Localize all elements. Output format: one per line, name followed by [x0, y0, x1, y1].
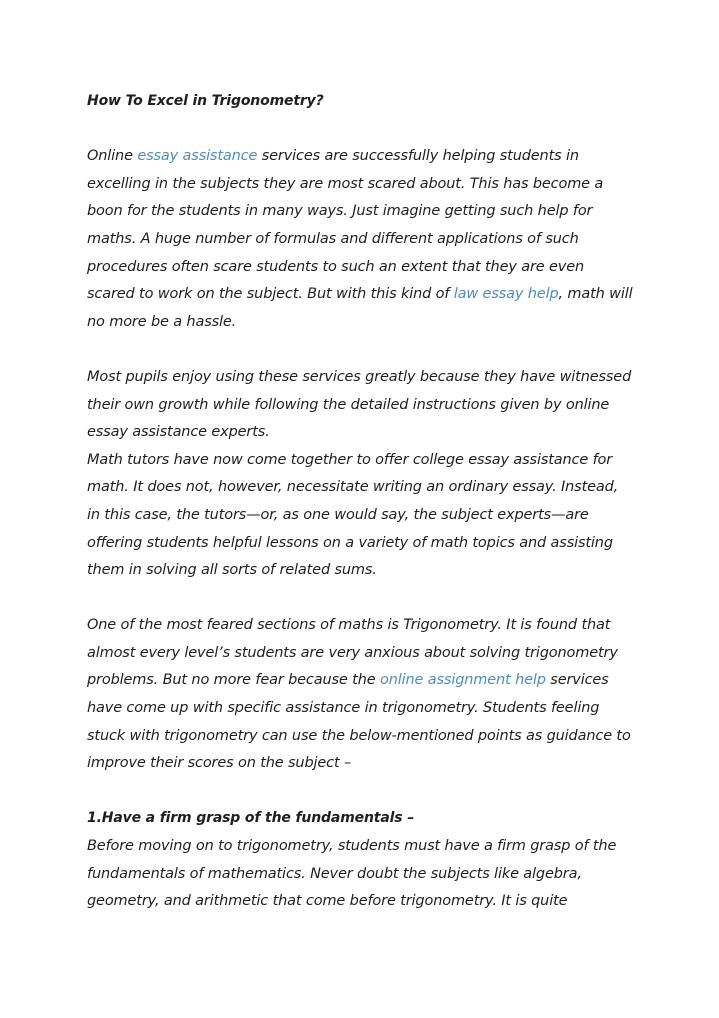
document-page — [87, 88, 635, 916]
online-assignment-help-link[interactable]: online assignment help — [379, 672, 546, 689]
law-essay-help-link[interactable]: law essay help — [453, 286, 559, 303]
paragraph-pupils: Most pupils enjoy using these services greatly because they have witnessed their own growth while following the detailed instructions given by online essay assistance experts. — [87, 368, 632, 441]
paragraph-text: , math will no more be a hassle. — [87, 286, 633, 330]
paragraph-text: services have come up with specific assistance in trigonometry. Students feeling stuck with trigonometry can use the below-mentioned points as guidance to improve their scores on the subject – — [87, 672, 631, 772]
paragraph-intro — [87, 143, 635, 336]
document-title: How To Excel in Trigonometry? — [87, 93, 324, 109]
paragraph-text: Online — [87, 148, 138, 165]
paragraph-gap — [87, 585, 635, 613]
essay-assistance-link[interactable]: essay assistance — [137, 148, 258, 165]
paragraph-text: services are successfully helping students in excelling in the subjects they are most scared about. This has become a boon for the students in many ways. Just imagine getting such help for maths. A huge number of formulas and different applications of such procedures often scare students to such an extent that they are even scared to work on the subject. But with this kind of — [87, 148, 604, 303]
paragraph-fundamentals: Before moving on to trigonometry, students must have a firm grasp of the fundamentals of mathematics. Never doubt the subjects like algebra, geometry, and arithmetic that come before trigonometry. It is quite — [87, 838, 617, 910]
section-heading: 1.Have a firm grasp of the fundamentals – — [87, 810, 415, 827]
paragraph-trigonometry — [87, 612, 635, 778]
paragraph-gap — [87, 336, 635, 364]
paragraph-text: One of the most feared sections of maths is Trigonometry. It is found that almost every level’s students are very anxious about solving trigonometry problems. But no more fear because the — [87, 617, 618, 689]
paragraph-tutors: Math tutors have now come together to offer college essay assistance for math. It does not, however, necessitate writing an ordinary essay. Instead, in this case, the tutors—or, as one would say, the subject experts—are offering students helpful lessons on a variety of math topics and assisting them in solving all sorts of related sums. — [87, 451, 619, 579]
paragraph-gap — [87, 778, 635, 806]
